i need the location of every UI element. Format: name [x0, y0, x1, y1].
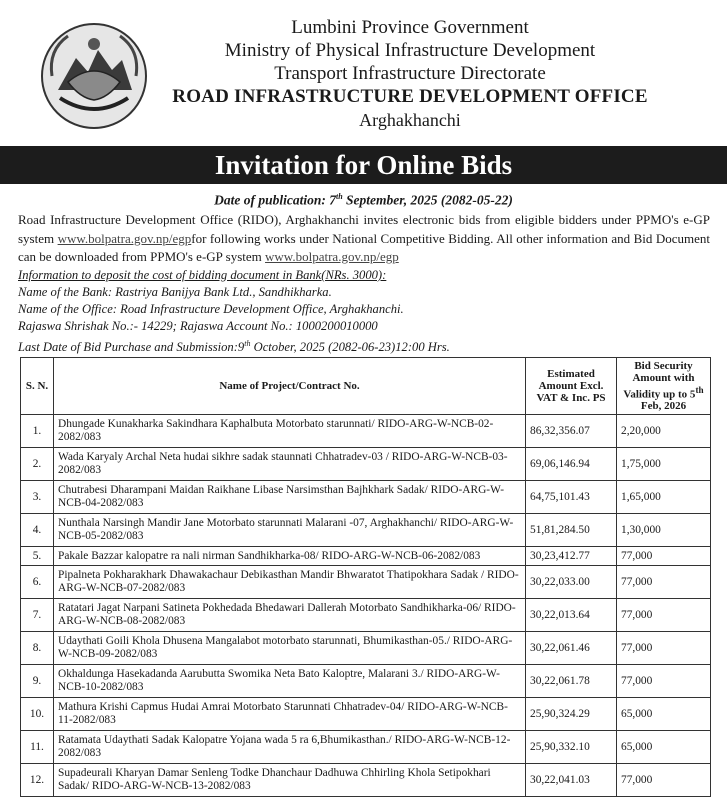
row-sn: 1. [21, 415, 54, 448]
row-bid-security: 65,000 [617, 698, 711, 731]
office-name: ROAD INFRASTRUCTURE DEVELOPMENT OFFICE [172, 86, 648, 107]
row-sn: 12. [21, 764, 54, 797]
table-row [21, 415, 711, 448]
header-estimated-amount: Estimated Amount Excl. VAT & Inc. PS [526, 358, 617, 415]
row-project-name: Udaythati Goili Khola Dhusena Mangalabot motorbato starunnati, Bhumikasthan-05./ RIDO-ARG-W-NCB-09-2082/083 [54, 632, 526, 665]
bids-table [20, 357, 711, 797]
account-numbers: Rajaswa Shrishak No.:- 14229; Rajaswa Account No.: 1000200010000 [18, 319, 378, 333]
row-project-name: Ratamata Udaythati Sadak Kalopatre Yojana wada 5 ra 6,Bhumikasthan./ RIDO-ARG-W-NCB-12-2082/083 [54, 731, 526, 764]
page-title: Invitation for Online Bids [0, 146, 727, 184]
table-row [21, 514, 711, 547]
table-row [21, 599, 711, 632]
row-sn: 6. [21, 566, 54, 599]
table-row [21, 448, 711, 481]
row-sn: 2. [21, 448, 54, 481]
row-project-name: Pipalneta Pokharakhark Dhawakachaur Debikasthan Mandir Bhwaratot Thatipokhara Sadak / RIDO-ARG-W-NCB-07-2082/083 [54, 566, 526, 599]
row-bid-security: 1,75,000 [617, 448, 711, 481]
row-bid-security: 77,000 [617, 632, 711, 665]
publication-date: Date of publication: 7th September, 2025 (2082-05-22) [214, 192, 513, 208]
table-row [21, 665, 711, 698]
bank-info [18, 267, 710, 356]
row-bid-security: 65,000 [617, 731, 711, 764]
header-sn: S. N. [21, 358, 54, 415]
table-body [21, 415, 711, 797]
province-name: Lumbini Province Government [291, 17, 529, 38]
table-row [21, 698, 711, 731]
row-bid-security: 77,000 [617, 547, 711, 566]
row-bid-security: 1,65,000 [617, 481, 711, 514]
submission-deadline: Last Date of Bid Purchase and Submission:9th October, 2025 (2082-06-23)12:00 Hrs. [18, 339, 450, 355]
egp-link-2[interactable]: www.bolpatra.gov.np/egp [265, 249, 399, 264]
row-project-name: Chutrabesi Dharampani Maidan Raikhane Libase Narsimsthan Bajhkhark Sadak/ RIDO-ARG-W-NCB-04-2082/083 [54, 481, 526, 514]
table-header-row [21, 358, 711, 415]
row-sn: 11. [21, 731, 54, 764]
row-project-name: Ratatari Jagat Narpani Satineta Pokhedada Bhedawari Dallerah Motorbato Sandhikharka-06/ RIDO-ARG-W-NCB-08-2082/083 [54, 599, 526, 632]
egp-link[interactable]: www.bolpatra.gov.np/egp [57, 230, 192, 246]
row-project-name: Dhungade Kunakharka Sakindhara Kaphalbuta Motorbato starunnati/ RIDO-ARG-W-NCB-02-2082/083 [54, 415, 526, 448]
header-lines [150, 16, 670, 131]
table-row [21, 731, 711, 764]
row-sn: 3. [21, 481, 54, 514]
ministry-name: Ministry of Physical Infrastructure Development [224, 40, 596, 61]
directorate-name: Transport Infrastructure Directorate [274, 63, 546, 84]
row-project-name: Okhaldunga Hasekadanda Aarubutta Swomika Neta Bato Kaloptre, Malarani 3./ RIDO-ARG-W-NCB-10-2082/083 [54, 665, 526, 698]
row-sn: 5. [21, 547, 54, 566]
row-estimated-amount: 25,90,324.29 [526, 698, 617, 731]
row-sn: 4. [21, 514, 54, 547]
row-estimated-amount: 25,90,332.10 [526, 731, 617, 764]
row-estimated-amount: 30,22,041.03 [526, 764, 617, 797]
row-bid-security: 1,30,000 [617, 514, 711, 547]
intro-paragraph: Road Infrastructure Development Office (RIDO), Arghakhanchi invites electronic bids from eligible bidders under PPMO's e-GP system www.bolpatra.gov.np/egpfor following works under National Competitive Bidding. All other information and Bid Document can be downloaded from PPMO's e-GP system www.bolpatra.gov.np/egp [18, 212, 710, 264]
row-project-name: Nunthala Narsingh Mandir Jane Motorbato starunnati Malarani -07, Arghakhanchi/ RIDO-ARG-W-NCB-05-2082/083 [54, 514, 526, 547]
nepal-emblem-icon [38, 20, 150, 132]
office-account-name: Name of the Office: Road Infrastructure Development Office, Arghakhanchi. [18, 302, 404, 316]
office-location: Arghakhanchi [359, 110, 461, 130]
table-row [21, 481, 711, 514]
notice-header [0, 0, 727, 146]
row-estimated-amount: 51,81,284.50 [526, 514, 617, 547]
row-sn: 8. [21, 632, 54, 665]
row-bid-security: 2,20,000 [617, 415, 711, 448]
table-row [21, 632, 711, 665]
row-sn: 9. [21, 665, 54, 698]
table-row [21, 566, 711, 599]
bank-name: Name of the Bank: Rastriya Banijya Bank Ltd., Sandhikharka. [18, 285, 332, 299]
header-bid-security: Bid Security Amount with Validity up to 5th Feb, 2026 [617, 358, 711, 415]
row-bid-security: 77,000 [617, 599, 711, 632]
row-project-name: Mathura Krishi Capmus Hudai Amrai Motorbato Starunnati Chhatradev-04/ RIDO-ARG-W-NCB-11-2082/083 [54, 698, 526, 731]
row-estimated-amount: 69,06,146.94 [526, 448, 617, 481]
row-project-name: Wada Karyaly Archal Neta hudai sikhre sadak staunnati Chhatradev-03 / RIDO-ARG-W-NCB-03-2082/083 [54, 448, 526, 481]
row-bid-security: 77,000 [617, 665, 711, 698]
row-project-name: Supadeurali Kharyan Damar Senleng Todke Dhanchaur Dadhuwa Chhirling Khola Setipokhari Sadak/ RIDO-ARG-W-NCB-13-2082/083 [54, 764, 526, 797]
header-project-name: Name of Project/Contract No. [54, 358, 526, 415]
row-estimated-amount: 30,22,013.64 [526, 599, 617, 632]
row-estimated-amount: 30,22,033.00 [526, 566, 617, 599]
row-bid-security: 77,000 [617, 566, 711, 599]
row-project-name: Pakale Bazzar kalopatre ra nali nirman Sandhikharka-08/ RIDO-ARG-W-NCB-06-2082/083 [54, 547, 526, 566]
row-bid-security: 77,000 [617, 764, 711, 797]
row-estimated-amount: 86,32,356.07 [526, 415, 617, 448]
row-estimated-amount: 30,22,061.78 [526, 665, 617, 698]
table-row [21, 547, 711, 566]
row-sn: 10. [21, 698, 54, 731]
row-estimated-amount: 30,22,061.46 [526, 632, 617, 665]
bank-info-heading: Information to deposit the cost of bidding document in Bank(NRs. 3000): [18, 268, 387, 282]
row-sn: 7. [21, 599, 54, 632]
row-estimated-amount: 30,23,412.77 [526, 547, 617, 566]
row-estimated-amount: 64,75,101.43 [526, 481, 617, 514]
table-row [21, 764, 711, 797]
